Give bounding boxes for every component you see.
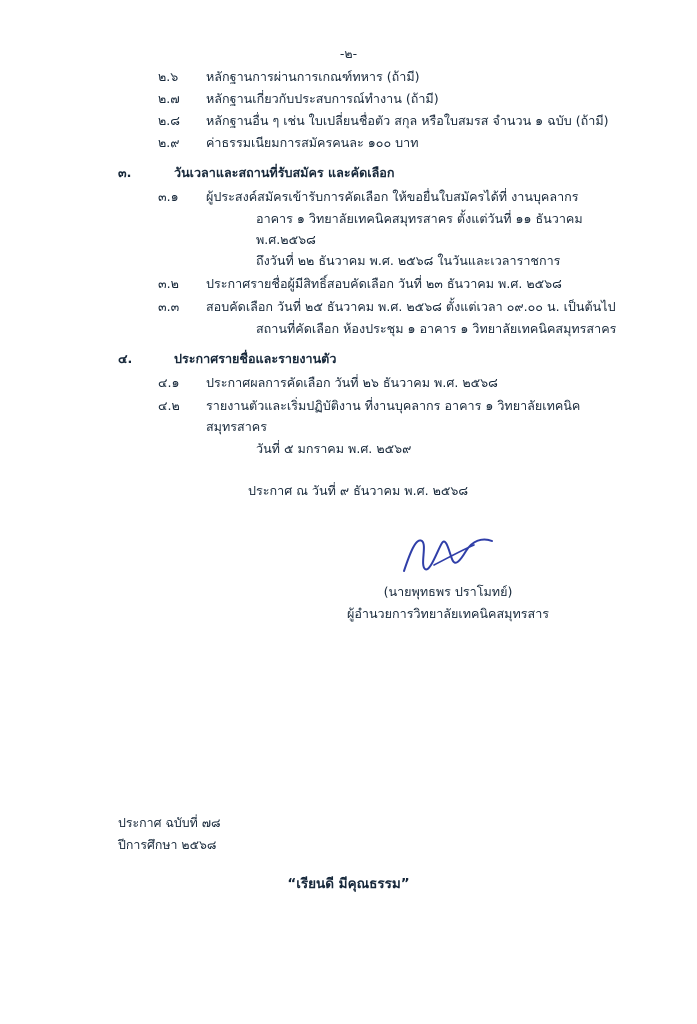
subsection [118, 273, 638, 294]
list-item-text: หลักฐานการผ่านการเกณฑ์ทหาร (ถ้ามี) [206, 69, 420, 84]
subsection [118, 395, 638, 459]
footer-line-2: ปีการศึกษา ๒๕๖๘ [118, 837, 217, 852]
signer-name: (นายพุทธพร ปราโมทย์) [383, 584, 513, 599]
section-number: ๔. [118, 351, 133, 366]
list-item-number: ๒.๖ [158, 69, 179, 84]
handwritten-signature-icon [394, 531, 504, 579]
subsection-text: ถึงวันที่ ๒๒ ธันวาคม พ.ศ. ๒๕๖๘ ในวันและเวลาราชการ [256, 253, 561, 268]
subsection-text: วันที่ ๕ มกราคม พ.ศ. ๒๕๖๙ [256, 441, 412, 456]
list-item [118, 88, 638, 109]
signer-title: ผู้อำนวยการวิทยาลัยเทคนิคสมุทรสาร [346, 606, 550, 621]
list-item [118, 66, 638, 87]
subsection-line [118, 296, 638, 317]
subsection-text: สถานที่คัดเลือก ห้องประชุม ๑ อาคาร ๑ วิทยาลัยเทคนิคสมุทรสาคร [256, 321, 617, 336]
list-item-text: หลักฐานเกี่ยวกับประสบการณ์ทำงาน (ถ้ามี) [206, 91, 439, 106]
subsection-text: ประกาศรายชื่อผู้มีสิทธิ์สอบคัดเลือก วันที่ ๒๓ ธันวาคม พ.ศ. ๒๕๖๘ [206, 276, 562, 291]
list-item-text: ค่าธรรมเนียมการสมัครคนละ ๑๐๐ บาท [206, 135, 419, 150]
page-number: -๒- [339, 46, 358, 61]
subsection-number: ๓.๓ [158, 299, 180, 314]
subsection-text: ประกาศผลการคัดเลือก วันที่ ๒๖ ธันวาคม พ.ศ. ๒๕๖๘ [206, 375, 498, 390]
subsection-text: อาคาร ๑ วิทยาลัยเทคนิคสมุทรสาคร ตั้งแต่วันที่ ๑๑ ธันวาคม พ.ศ.๒๕๖๘ [256, 211, 583, 247]
footer-line-1: ประกาศ ฉบับที่ ๗๘ [118, 815, 221, 830]
section-title: วันเวลาและสถานที่รับสมัคร และคัดเลือก [174, 165, 395, 180]
subsection [118, 186, 638, 271]
subsection-line [118, 372, 638, 393]
subsection-text: สอบคัดเลือก วันที่ ๒๕ ธันวาคม พ.ศ. ๒๕๖๘ ตั้งแต่เวลา ๐๙.๐๐ น. เป็นต้นไป [206, 299, 616, 314]
section-heading [118, 348, 638, 369]
signature-block [118, 535, 638, 625]
motto: “เรียนดี มีคุณธรรม” [287, 876, 410, 892]
section-number: ๓. [118, 165, 132, 180]
subsection-text: ผู้ประสงค์สมัครเข้ารับการคัดเลือก ให้ขอยื่นใบสมัครได้ที่ งานบุคลากร [206, 189, 579, 204]
announcement-date: ประกาศ ณ วันที่ ๙ ธันวาคม พ.ศ. ๒๕๖๘ [248, 483, 469, 498]
subsection [118, 372, 638, 393]
subsection-number: ๔.๒ [158, 398, 180, 413]
subsection-number: ๔.๑ [158, 375, 180, 390]
document-body [118, 66, 638, 625]
section-heading [118, 162, 638, 183]
subsection-line [118, 186, 638, 207]
subsection [118, 296, 638, 339]
list-item-number: ๒.๙ [158, 135, 180, 150]
section-title: ประกาศรายชื่อและรายงานตัว [174, 351, 337, 366]
list-item [118, 132, 638, 153]
list-item [118, 110, 638, 131]
subsection-number: ๓.๒ [158, 276, 179, 291]
list-item-number: ๒.๘ [158, 113, 181, 128]
subsection-text: รายงานตัวและเริ่มปฏิบัติงาน ที่งานบุคลากร อาคาร ๑ วิทยาลัยเทคนิคสมุทรสาคร [206, 398, 581, 434]
subsection-line [118, 273, 638, 294]
subsection-number: ๓.๑ [158, 189, 179, 204]
list-item-number: ๒.๗ [158, 91, 180, 106]
list-item-text: หลักฐานอื่น ๆ เช่น ใบเปลี่ยนชื่อตัว สกุล หรือใบสมรส จำนวน ๑ ฉบับ (ถ้ามี) [206, 113, 609, 128]
footer-note [118, 812, 221, 856]
signature-mark [258, 535, 638, 581]
subsection-line [118, 395, 638, 437]
